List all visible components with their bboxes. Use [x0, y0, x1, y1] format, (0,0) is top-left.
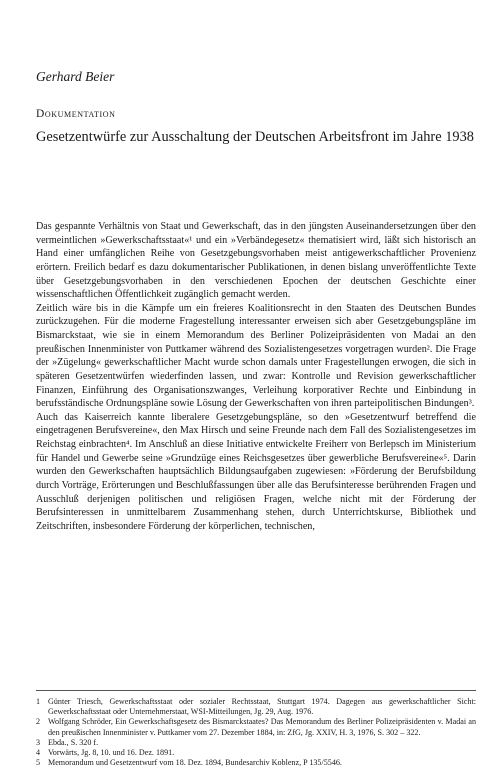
body-paragraph: Das gespannte Verhältnis von Staat und Gewerkschaft, das in den jüngsten Auseinandersetzungen über den vermeintlichen »Gewerkschaftsstaat«¹ und ein »Verbändegesetz« thematisiert wird, läßt sich historisch an Hand einer umfänglichen Reihe von Gesetzgebungsvorhaben meist antigewerkschaftlicher Provenienz erörtern. Freilich bedarf es dazu dokumentarischer Publikationen, in denen bislang unveröffentlichte Texte über Gesetzgebungsvorhaben in den verschiedenen Epochen der deutschen Geschichte einer wissenschaftlichen Öffentlichkeit zugänglich gemacht werden. — [36, 221, 476, 301]
footnote-text: Günter Triesch, Gewerkschaftsstaat oder sozialer Rechtsstaat, Stuttgart 1974. Dagegen aus gewerkschaftlicher Sicht: Gewerkschaftsstaat oder Unternehmerstaat, WSI-Mitteilungen, Jg. 29, Aug. 1976. — [48, 697, 476, 717]
footnote — [36, 717, 476, 737]
footnote-number: 1 — [36, 697, 41, 706]
footnote-text: Memorandum und Gesetzentwurf vom 18. Dez. 1894, Bundesarchiv Koblenz, P 135/5546. — [48, 758, 342, 768]
footnote-number: 5 — [36, 758, 41, 768]
footnote-text: Ebda., S. 320 f. — [48, 737, 99, 747]
section-label: Dokumentation — [36, 108, 116, 120]
footnote-text: Wolfgang Schröder, Ein Gewerkschaftsgesetz des Bismarckstaates? Das Memorandum des Berliner Polizeipräsidenten v. Madai an den preußischen Innenminister v. Puttkamer vom 27. Dezember 1884, in: ZfG, Jg. XXIV, H. 3, 1976, S. 302 – 322. — [48, 717, 476, 737]
footnote — [36, 738, 476, 748]
footnote-number: 4 — [36, 748, 41, 758]
footnote — [36, 748, 476, 758]
footnotes — [36, 690, 476, 768]
body-paragraph: Zeitlich wäre bis in die Kämpfe um ein freieres Koalitionsrecht in den Staaten des Deutschen Bundes zurückzugehen. Für die moderne Fragestellung interessanter erweisen sich aber Gesetzgebungspläne im Bismarckstaat, wie sie in einem Memorandum des Berliner Polizeipräsidenten von Madai an den preußischen Innenminister von Puttkamer während des Sozialistengesetzes vorgetragen wurden². Die Frage der »Zügelung« gewerkschaftlicher Macht wurde schon damals unter Fragestellungen erwogen, die sich in späteren Gesetzentwürfen wiederfinden lassen, und zwar: Kontrolle und Revision gewerkschaftlicher Finanzen, Einführung des Organisationszwanges, Verleihung korporativer Rechte und Einbindung in berufsständische Ordnungspläne sowie Lösung der Gewerkschaften von ihren parteipolitischen Bindungen³. — [36, 302, 476, 410]
footnote-number: 2 — [36, 717, 41, 727]
article-title: Gesetzentwürfe zur Ausschaltung der Deutschen Arbeitsfront im Jahre 1938 — [36, 129, 474, 145]
body-paragraph: Auch das Kaiserreich kannte liberalere Gesetzgebungspläne, so den »Gesetzentwurf betreffend die eingetragenen Berufsvereine«, den Max Hirsch und seine Freunde nach dem Fall des Sozialistengesetzes im Reichstag einbrachten⁴. Im Anschluß an diese Initiative entwickelte Freiherr von Berlepsch im Ministerium für Handel und Gewerbe seine »Grundzüge eines Reichsgesetzes über gewerbliche Berufsvereine«⁵. Darin wurden den Gewerkschaften hauptsächlich Bildungsaufgaben zugewiesen: »Förderung der Berufsbildung durch Vorträge, Erörterungen und Beschlußfassungen über alle das Berufsinteresse berührenden Fragen und Ausschluß derjenigen politischen und religiösen Fragen, welche nicht mit der Förderung der Berufsinteressen in unmittelbarem Zusammenhang stehen, durch Unterrichtskurse, Bibliothek und Zeitschriften, insbesondere Förderung der körperlichen, technischen, — [36, 411, 476, 532]
footnote — [36, 697, 476, 717]
article-body — [36, 220, 476, 533]
footnote — [36, 758, 476, 768]
footnote-number: 3 — [36, 737, 41, 747]
footnote-text: Vorwärts, Jg. 8, 10. und 16. Dez. 1891. — [48, 748, 175, 758]
author-name: Gerhard Beier — [36, 69, 115, 84]
